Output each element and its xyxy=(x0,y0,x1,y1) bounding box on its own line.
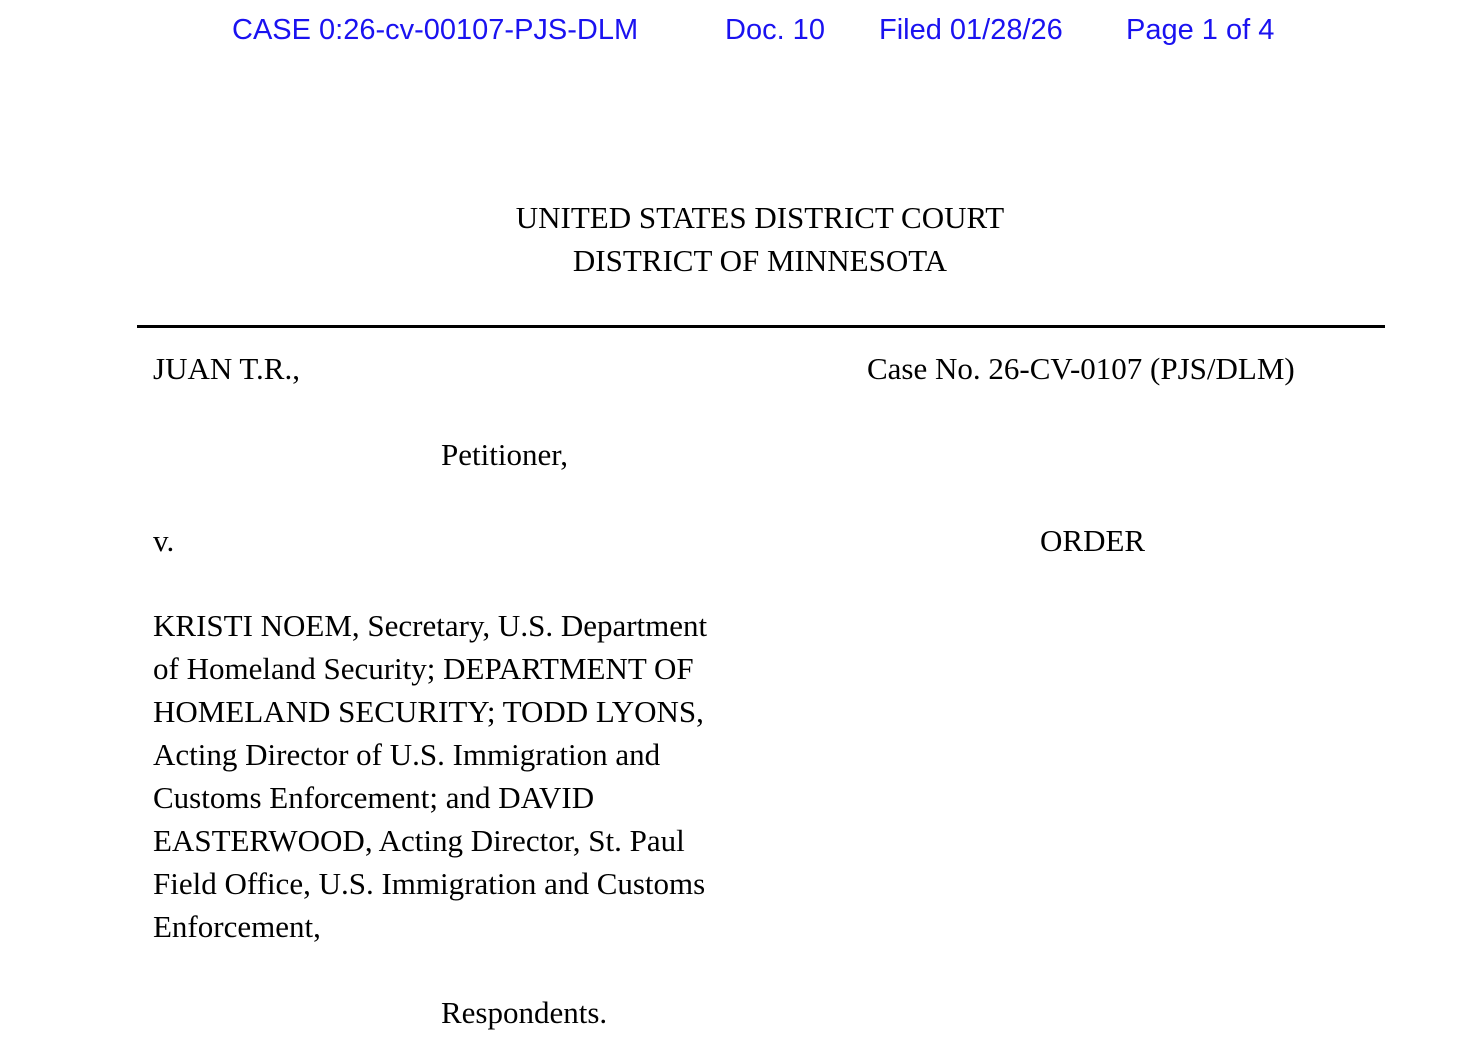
petitioner-name: JUAN T.R., xyxy=(153,351,300,386)
versus-label: v. xyxy=(153,523,175,558)
document-number: Doc. 10 xyxy=(725,14,825,46)
respondents-line: Acting Director of U.S. Immigration and xyxy=(153,737,661,772)
case-number: Case No. 26-CV-0107 (PJS/DLM) xyxy=(867,351,1295,386)
respondents-line: of Homeland Security; DEPARTMENT OF xyxy=(153,651,694,686)
respondents-line: KRISTI NOEM, Secretary, U.S. Department xyxy=(153,608,708,643)
respondents-list xyxy=(153,604,707,948)
court-district: DISTRICT OF MINNESOTA xyxy=(572,243,948,278)
caption-divider xyxy=(137,325,1385,328)
filed-date: Filed 01/28/26 xyxy=(879,14,1063,46)
respondents-label: Respondents. xyxy=(441,995,608,1030)
case-identifier: CASE 0:26-cv-00107-PJS-DLM xyxy=(232,14,639,46)
respondents-line: Customs Enforcement; and DAVID xyxy=(153,780,595,815)
court-title xyxy=(0,196,1476,282)
respondents-line: EASTERWOOD, Acting Director, St. Paul xyxy=(153,823,685,858)
page-indicator: Page 1 of 4 xyxy=(1126,14,1275,46)
ecf-filing-header xyxy=(0,14,1476,54)
petitioner-label: Petitioner, xyxy=(441,437,569,472)
document-title: ORDER xyxy=(1040,523,1146,558)
respondents-line: HOMELAND SECURITY; TODD LYONS, xyxy=(153,694,704,729)
respondents-line: Field Office, U.S. Immigration and Customs xyxy=(153,866,706,901)
respondents-line: Enforcement, xyxy=(153,909,321,944)
court-name: UNITED STATES DISTRICT COURT xyxy=(515,200,1005,235)
